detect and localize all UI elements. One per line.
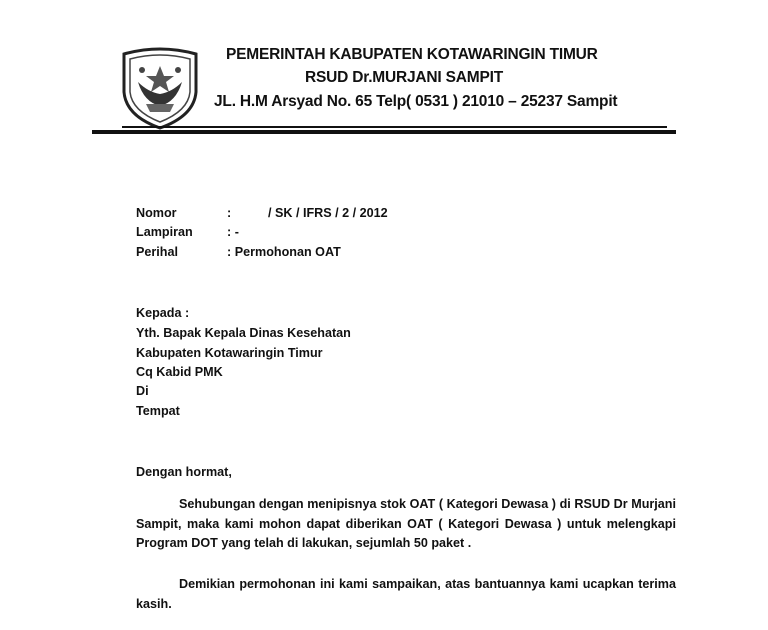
letterhead-hospital: RSUD Dr.MURJANI SAMPIT — [305, 69, 503, 86]
paragraph-closing-line-2: kasih. — [136, 596, 172, 611]
lampiran-label: Lampiran — [136, 225, 193, 239]
regency-emblem-icon — [118, 46, 202, 132]
perihal-label: Perihal — [136, 245, 178, 259]
paragraph-request — [136, 495, 676, 554]
nomor-label: Nomor — [136, 206, 177, 220]
recipient-regency: Kabupaten Kotawaringin Timur — [136, 346, 323, 360]
recipient-cq: Cq Kabid PMK — [136, 365, 223, 379]
lampiran-value: : - — [227, 225, 239, 239]
letterhead-government: PEMERINTAH KABUPATEN KOTAWARINGIN TIMUR — [226, 46, 598, 63]
letterhead-divider-thin — [122, 126, 667, 128]
recipient-title: Yth. Bapak Kepala Dinas Kesehatan — [136, 326, 351, 340]
paragraph-closing-line-1: Demikian permohonan ini kami sampaikan, atas bantuannya kami ucapkan terima — [179, 577, 676, 591]
paragraph-request-line-3: Program DOT yang telah di lakukan, sejumlah 50 paket . — [136, 536, 472, 550]
paragraph-request-line-2: Sampit, maka kami mohon dapat diberikan OAT ( Kategori Dewasa ) untuk melengkapi — [136, 516, 676, 531]
paragraph-request-line-1: Sehubungan dengan menipisnya stok OAT ( Kategori Dewasa ) di RSUD Dr Murjani — [179, 497, 676, 511]
letterhead-divider-thick — [92, 130, 676, 134]
paragraph-closing — [136, 575, 676, 614]
recipient-kepada: Kepada : — [136, 306, 190, 320]
recipient-di: Di — [136, 384, 149, 398]
perihal-value: : Permohonan OAT — [227, 245, 341, 259]
letterhead-address: JL. H.M Arsyad No. 65 Telp( 0531 ) 21010 – 25237 Sampit — [214, 93, 618, 110]
nomor-value: / SK / IFRS / 2 / 2012 — [268, 206, 388, 220]
salutation: Dengan hormat, — [136, 465, 232, 479]
recipient-tempat: Tempat — [136, 404, 180, 418]
nomor-colon: : — [227, 206, 232, 220]
